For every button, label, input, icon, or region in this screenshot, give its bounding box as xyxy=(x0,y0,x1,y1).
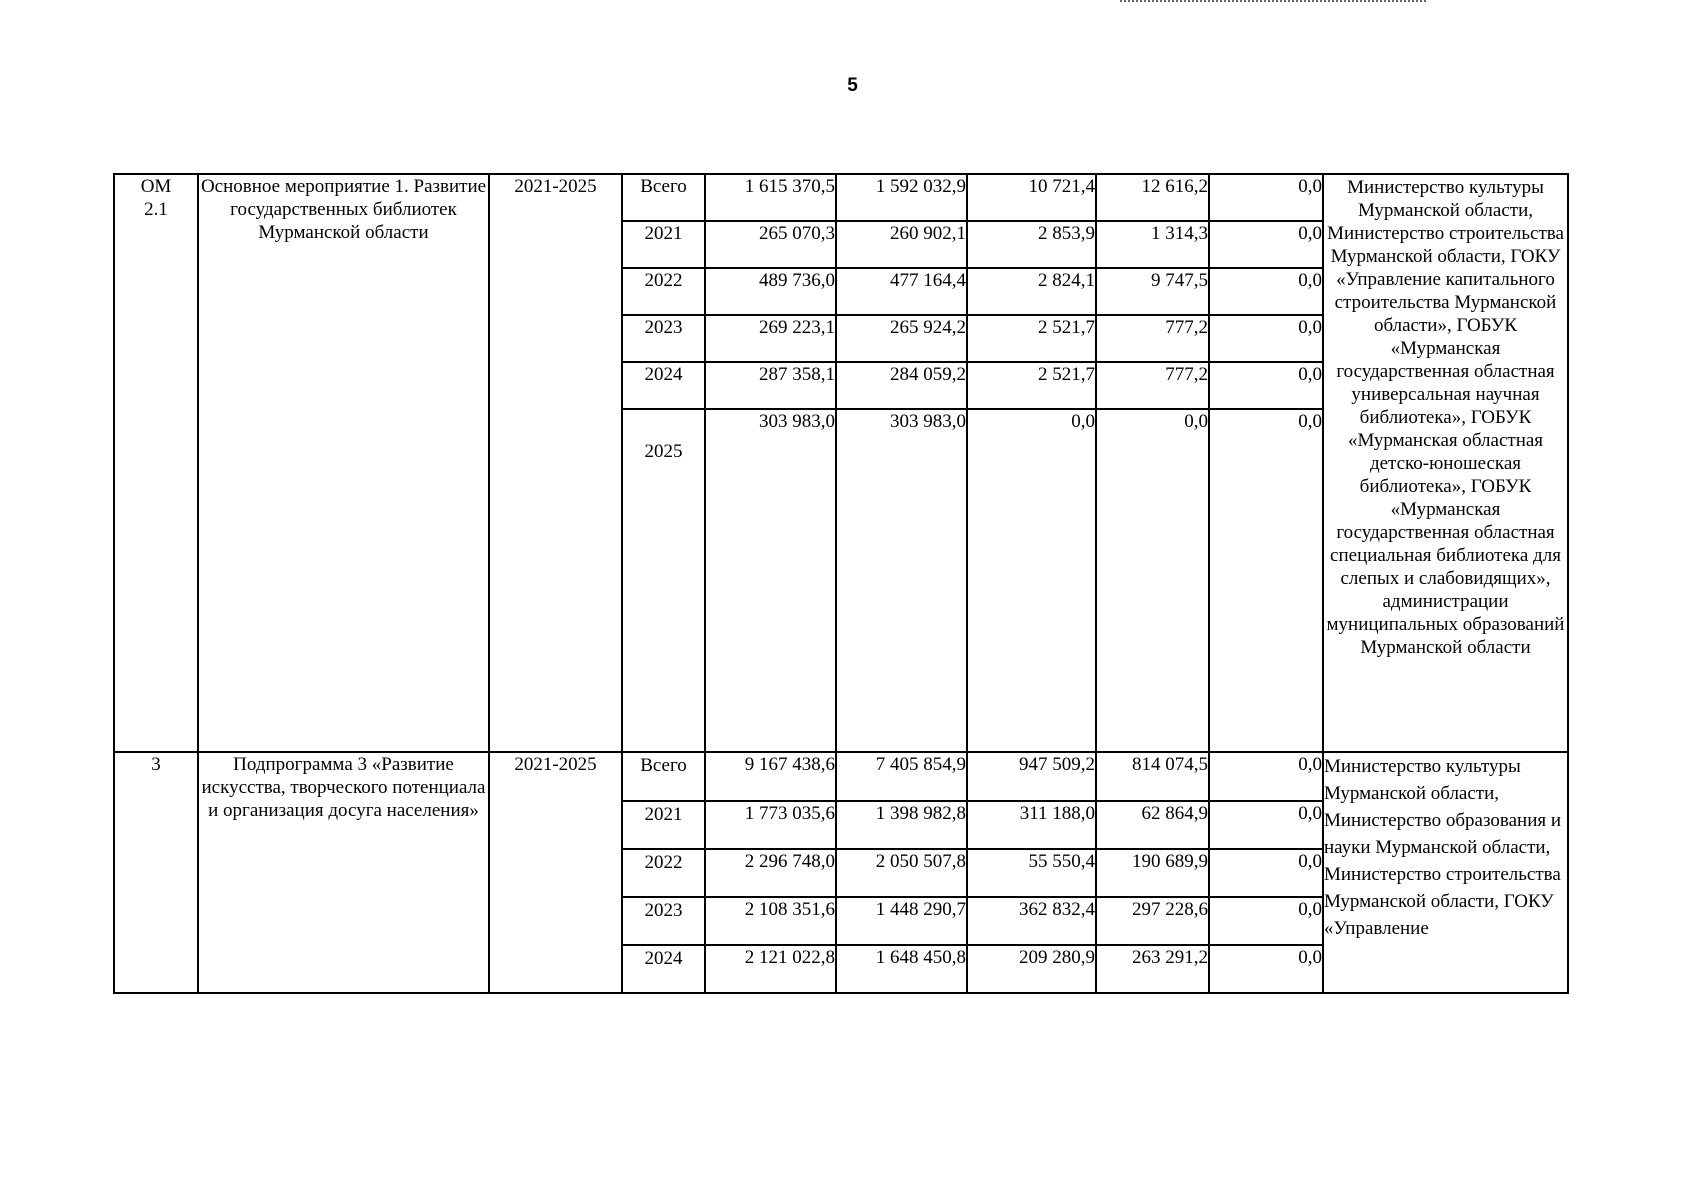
value-regional: 1 648 450,8 xyxy=(836,945,967,993)
year-cell: Всего xyxy=(622,752,705,801)
value-regional: 2 050 507,8 xyxy=(836,849,967,897)
year-cell: 2023 xyxy=(622,315,705,362)
value-other: 0,0 xyxy=(1209,409,1323,752)
value-other: 0,0 xyxy=(1209,897,1323,945)
value-municipal: 263 291,2 xyxy=(1096,945,1209,993)
value-other: 0,0 xyxy=(1209,752,1323,801)
value-total: 1 615 370,5 xyxy=(705,174,836,221)
value-municipal: 62 864,9 xyxy=(1096,801,1209,849)
responsible-text: Министерство культуры Мурманской области, Министерство строительства Мурманской области, ГОКУ «Управление капитального строительства Мурманской области», ГОБУК «Мурманская государственная областная универсальная научная библиотека», ГОБУК «Мурманская областная детско-юношеская библиотека», ГОБУК «Мурманская государственная областная специальная библиотека для слепых и слабовидящих», администрации муниципальных образований Мурманской области xyxy=(1326,177,1565,658)
value-federal: 947 509,2 xyxy=(967,752,1096,801)
value-total: 265 070,3 xyxy=(705,221,836,268)
value-other: 0,0 xyxy=(1209,945,1323,993)
row-period-cell xyxy=(489,174,622,752)
value-municipal: 777,2 xyxy=(1096,315,1209,362)
value-federal: 2 824,1 xyxy=(967,268,1096,315)
value-municipal: 1 314,3 xyxy=(1096,221,1209,268)
row-name: Подпрограмма 3 «Развитие искусства, творческого потенциала и организация досуга населения» xyxy=(201,754,486,821)
value-total: 303 983,0 xyxy=(705,409,836,752)
year-cell: 2024 xyxy=(622,362,705,409)
row-period-cell xyxy=(489,752,622,993)
value-federal: 0,0 xyxy=(967,409,1096,752)
value-other: 0,0 xyxy=(1209,268,1323,315)
value-municipal: 12 616,2 xyxy=(1096,174,1209,221)
value-total: 269 223,1 xyxy=(705,315,836,362)
row-id: ОМ 2.1 xyxy=(140,176,172,220)
year-cell: 2022 xyxy=(622,268,705,315)
row-id-cell xyxy=(114,174,198,752)
value-federal: 311 188,0 xyxy=(967,801,1096,849)
value-regional: 1 448 290,7 xyxy=(836,897,967,945)
value-federal: 2 853,9 xyxy=(967,221,1096,268)
table-row xyxy=(114,174,1568,221)
value-total: 2 121 022,8 xyxy=(705,945,836,993)
row-id: 3 xyxy=(151,754,161,775)
value-regional: 265 924,2 xyxy=(836,315,967,362)
value-federal: 10 721,4 xyxy=(967,174,1096,221)
table-row xyxy=(114,752,1568,801)
value-municipal: 814 074,5 xyxy=(1096,752,1209,801)
value-other: 0,0 xyxy=(1209,801,1323,849)
value-regional: 7 405 854,9 xyxy=(836,752,967,801)
responsible-cell xyxy=(1323,752,1568,993)
value-other: 0,0 xyxy=(1209,362,1323,409)
value-federal: 2 521,7 xyxy=(967,315,1096,362)
year-cell: 2021 xyxy=(622,221,705,268)
value-total: 2 108 351,6 xyxy=(705,897,836,945)
value-federal: 2 521,7 xyxy=(967,362,1096,409)
value-total: 489 736,0 xyxy=(705,268,836,315)
value-regional: 477 164,4 xyxy=(836,268,967,315)
value-municipal: 297 228,6 xyxy=(1096,897,1209,945)
value-municipal: 9 747,5 xyxy=(1096,268,1209,315)
value-regional: 260 902,1 xyxy=(836,221,967,268)
value-other: 0,0 xyxy=(1209,221,1323,268)
value-regional: 284 059,2 xyxy=(836,362,967,409)
value-total: 1 773 035,6 xyxy=(705,801,836,849)
row-name-cell xyxy=(198,174,489,752)
year-cell: 2024 xyxy=(622,945,705,993)
value-regional: 303 983,0 xyxy=(836,409,967,752)
value-other: 0,0 xyxy=(1209,174,1323,221)
page-number: 5 xyxy=(847,75,858,96)
value-municipal: 777,2 xyxy=(1096,362,1209,409)
responsible-cell xyxy=(1323,174,1568,752)
row-name: Основное мероприятие 1. Развитие государственных библиотек Мурманской области xyxy=(200,176,487,243)
year-cell: 2021 xyxy=(622,801,705,849)
responsible-text: Министерство культуры Мурманской области, Министерство образования и науки Мурманской области, Министерство строительства Мурманской области, ГОКУ «Управление xyxy=(1324,756,1562,939)
value-municipal: 190 689,9 xyxy=(1096,849,1209,897)
value-total: 9 167 438,6 xyxy=(705,752,836,801)
value-municipal: 0,0 xyxy=(1096,409,1209,752)
year-cell: 2022 xyxy=(622,849,705,897)
value-regional: 1 592 032,9 xyxy=(836,174,967,221)
value-other: 0,0 xyxy=(1209,315,1323,362)
value-federal: 209 280,9 xyxy=(967,945,1096,993)
row-period: 2021-2025 xyxy=(514,176,597,197)
value-total: 287 358,1 xyxy=(705,362,836,409)
year-cell: Всего xyxy=(622,174,705,221)
year-cell: 2023 xyxy=(622,897,705,945)
top-margin-mark xyxy=(1120,0,1426,4)
row-period: 2021-2025 xyxy=(514,754,597,775)
value-regional: 1 398 982,8 xyxy=(836,801,967,849)
value-federal: 362 832,4 xyxy=(967,897,1096,945)
value-other: 0,0 xyxy=(1209,849,1323,897)
budget-table xyxy=(113,173,1569,994)
row-name-cell xyxy=(198,752,489,993)
row-id-cell xyxy=(114,752,198,993)
year-cell: 2025 xyxy=(622,409,705,752)
value-federal: 55 550,4 xyxy=(967,849,1096,897)
value-total: 2 296 748,0 xyxy=(705,849,836,897)
